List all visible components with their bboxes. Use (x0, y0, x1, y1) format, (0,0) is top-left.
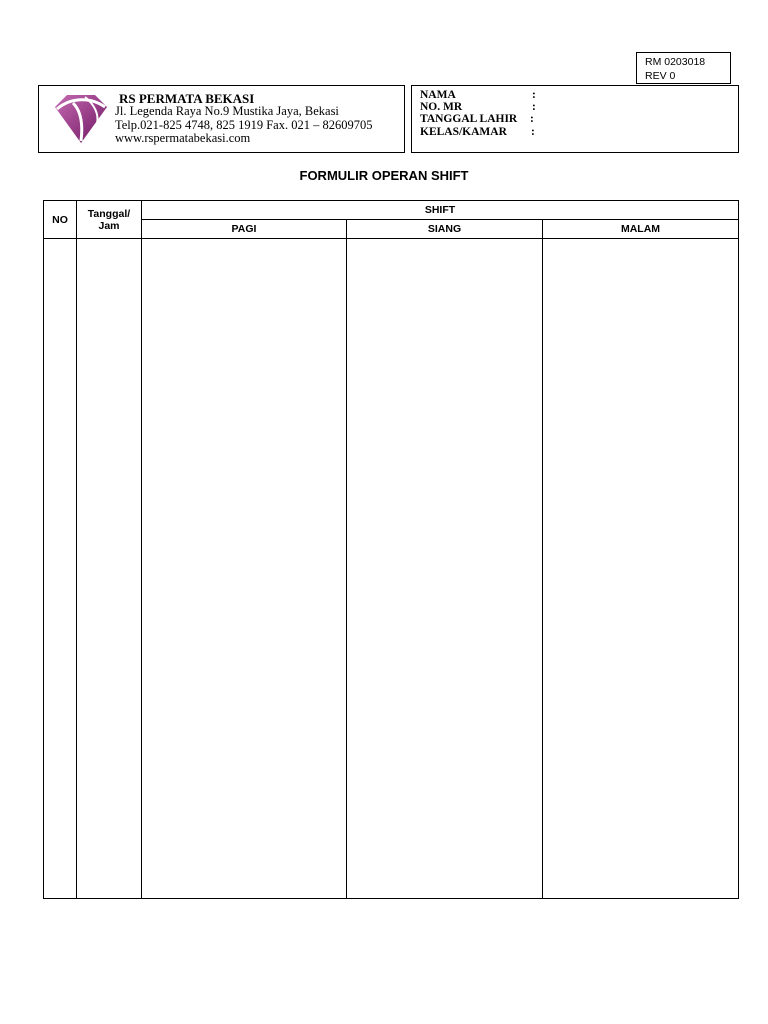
hospital-phone: Telp.021-825 4748, 825 1919 Fax. 021 – 82609705 (115, 118, 373, 132)
field-colon: : (531, 126, 535, 138)
field-colon: : (532, 101, 536, 113)
hospital-header (38, 85, 405, 153)
column-header-siang: SIANG (347, 220, 543, 239)
cell-siang[interactable] (347, 239, 543, 899)
patient-field-kelas-kamar[interactable] (420, 126, 535, 138)
field-label: NO. MR (420, 101, 463, 113)
header-line: Jam (98, 219, 120, 232)
document-revision: REV 0 (645, 70, 676, 82)
patient-field-nama[interactable] (420, 89, 536, 101)
document-code: RM 0203018 (645, 56, 706, 68)
field-colon: : (530, 113, 534, 125)
column-header-shift: SHIFT (142, 201, 739, 220)
shift-handover-table (43, 200, 739, 899)
cell-tanggal-jam[interactable] (77, 239, 142, 899)
hospital-name: RS PERMATA BEKASI (119, 91, 255, 106)
column-header-tanggal-jam (77, 201, 142, 239)
form-title: FORMULIR OPERAN SHIFT (299, 168, 469, 183)
document-code-box (636, 52, 731, 84)
field-label: KELAS/KAMAR (420, 126, 507, 138)
patient-field-no-mr[interactable] (420, 101, 536, 113)
field-label: NAMA (420, 89, 456, 101)
cell-malam[interactable] (543, 239, 739, 899)
column-header-no: NO (44, 201, 77, 239)
cell-pagi[interactable] (142, 239, 347, 899)
hospital-website: www.rspermatabekasi.com (115, 131, 251, 145)
header-line: Tanggal/ (87, 207, 131, 220)
field-label: TANGGAL LAHIR (420, 113, 518, 125)
column-header-pagi: PAGI (142, 220, 347, 239)
field-colon: : (532, 89, 536, 101)
cell-no[interactable] (44, 239, 77, 899)
hospital-address: Jl. Legenda Raya No.9 Mustika Jaya, Bekasi (115, 104, 339, 118)
column-header-malam: MALAM (543, 220, 739, 239)
hospital-logo-icon (51, 93, 109, 145)
patient-info-box (411, 85, 739, 153)
patient-field-tanggal-lahir[interactable] (420, 113, 534, 125)
